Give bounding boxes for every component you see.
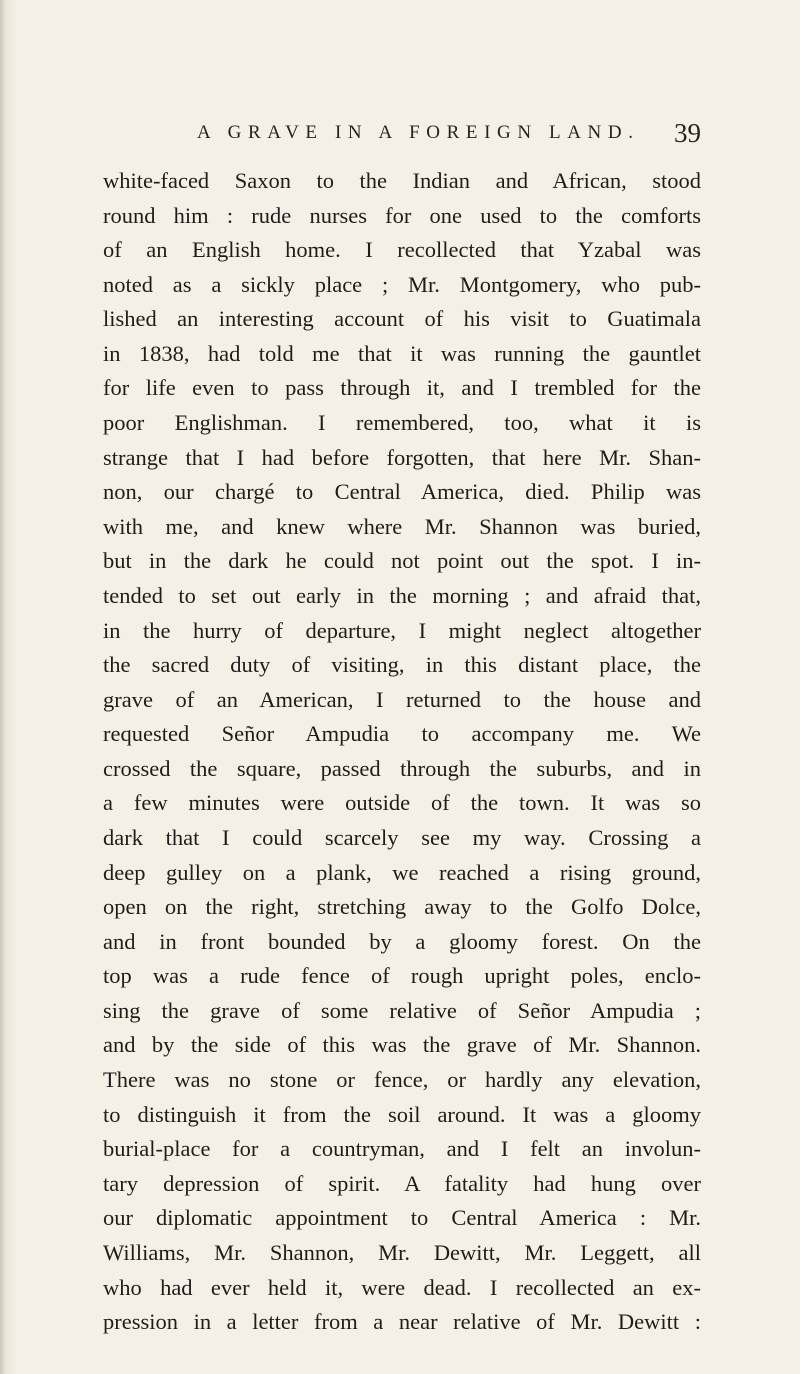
text-line: in the hurry of departure, I might neglect altogether: [103, 617, 701, 643]
text-line: noted as a sickly place ; Mr. Montgomery, who pub-: [103, 271, 701, 297]
text-line: deep gulley on a plank, we reached a rising ground,: [103, 859, 701, 885]
text-line: top was a rude fence of rough upright poles, enclo-: [103, 963, 701, 989]
text-line: burial-place for a countryman, and I felt an involun-: [103, 1136, 701, 1162]
text-line: lished an interesting account of his visit to Guatimala: [103, 306, 701, 332]
text-line: a few minutes were outside of the town. It was so: [103, 790, 701, 816]
text-line: Williams, Mr. Shannon, Mr. Dewitt, Mr. Leggett, all: [103, 1239, 701, 1265]
body-text: [103, 164, 701, 1340]
text-line: for life even to pass through it, and I trembled for the: [103, 375, 701, 401]
running-head: [103, 118, 701, 154]
text-line: and by the side of this was the grave of Mr. Shannon.: [103, 1032, 701, 1058]
text-line: strange that I had before forgotten, that here Mr. Shan-: [103, 444, 701, 470]
text-line: pression in a letter from a near relative of Mr. Dewitt :: [103, 1309, 701, 1335]
text-line: tary depression of spirit. A fatality had hung over: [103, 1170, 701, 1196]
text-line: white-faced Saxon to the Indian and African, stood: [103, 168, 701, 193]
text-line: round him : rude nurses for one used to the comforts: [103, 202, 701, 228]
text-line: tended to set out early in the morning ; and afraid that,: [103, 582, 701, 608]
text-line: crossed the square, passed through the suburbs, and in: [103, 755, 701, 781]
running-title: A GRAVE IN A FOREIGN LAND.: [197, 122, 640, 143]
text-line: requested Señor Ampudia to accompany me. We: [103, 721, 701, 747]
text-line: but in the dark he could not point out the spot. I in-: [103, 548, 701, 574]
text-line: the sacred duty of visiting, in this distant place, the: [103, 652, 701, 678]
text-line: open on the right, stretching away to the Golfo Dolce,: [103, 894, 701, 920]
text-line: There was no stone or fence, or hardly any elevation,: [103, 1067, 701, 1093]
text-line: poor Englishman. I remembered, too, what it is: [103, 410, 701, 436]
text-line: of an English home. I recollected that Yzabal was: [103, 237, 701, 263]
text-line: with me, and knew where Mr. Shannon was buried,: [103, 513, 701, 539]
text-line: non, our chargé to Central America, died. Philip was: [103, 479, 701, 505]
gutter-shadow: [0, 0, 6, 1374]
text-line: who had ever held it, were dead. I recollected an ex-: [103, 1274, 701, 1300]
page-number: 39: [674, 118, 701, 148]
text-line: dark that I could scarcely see my way. Crossing a: [103, 824, 701, 850]
text-line: in 1838, had told me that it was running the gauntlet: [103, 340, 701, 366]
text-line: to distinguish it from the soil around. It was a gloomy: [103, 1101, 701, 1127]
text-line: grave of an American, I returned to the house and: [103, 686, 701, 712]
text-line: sing the grave of some relative of Señor Ampudia ;: [103, 997, 701, 1023]
text-line: and in front bounded by a gloomy forest. On the: [103, 928, 701, 954]
text-line: our diplomatic appointment to Central America : Mr.: [103, 1205, 701, 1231]
